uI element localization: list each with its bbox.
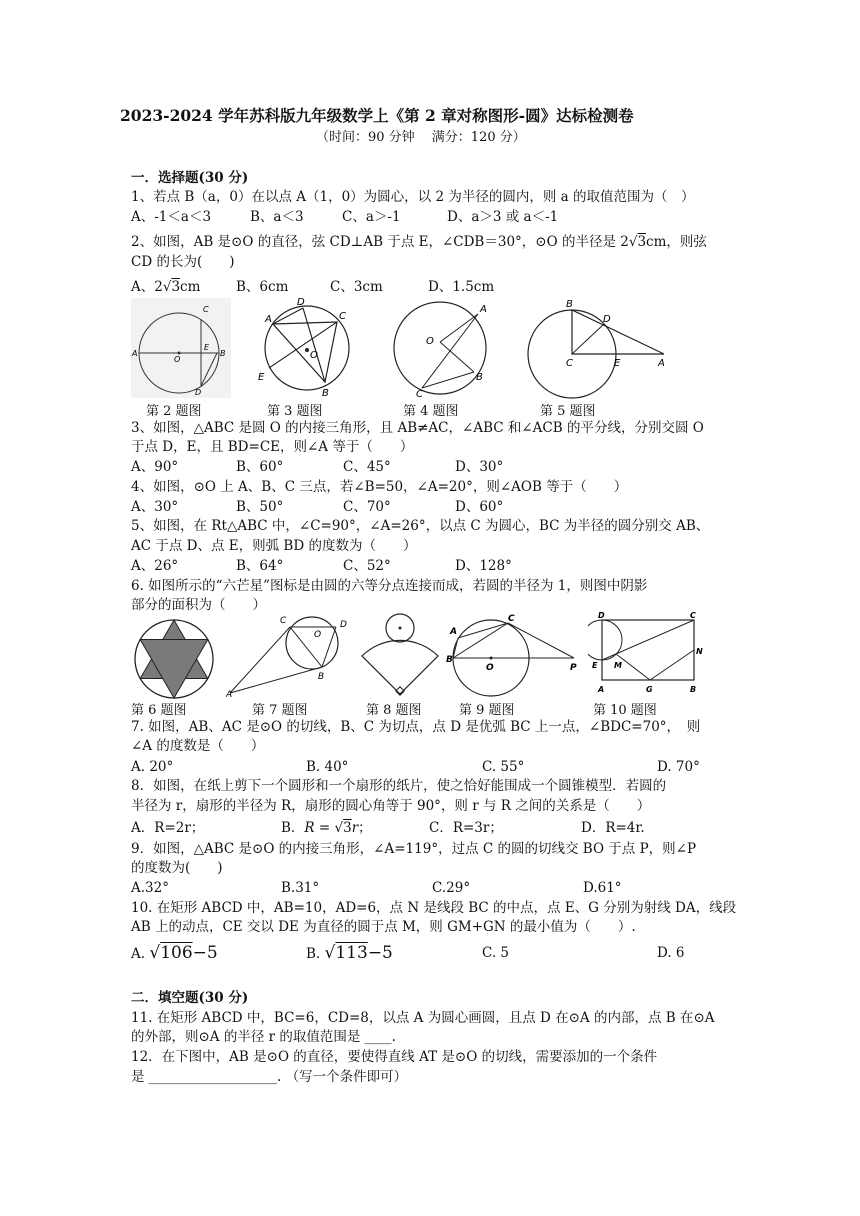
svg-text:E: E (614, 358, 621, 369)
svg-text:B: B (318, 672, 325, 682)
svg-text:D: D (603, 314, 611, 325)
q4-option-b: B、50° (236, 499, 284, 515)
q2-radicand: 3 (637, 234, 647, 250)
q10-optA-label: A. (131, 946, 146, 962)
q1-option-d: D、a＞3 或 a＜-1 (447, 209, 559, 225)
q9-option-a: A.32° (131, 880, 169, 896)
q2-option-b: B、6cm (236, 279, 289, 295)
q8-option-b (281, 820, 372, 836)
q2-option-a (131, 279, 200, 295)
q9-option-d: D.61° (583, 880, 622, 896)
q11-text: 11. 在矩形 ABCD 中，BC=6，CD=8，以点 A 为圆心画圆，且点 D 在⊙A 的内部，点 B 在⊙A (131, 1010, 715, 1026)
svg-text:B: B (220, 349, 226, 358)
q1-option-a: A、-1＜a＜3 (131, 209, 212, 225)
q7-text: 7. 如图，AB、AC 是⊙O 的切线，B、C 为切点，点 D 是优弧 BC 上一点，∠BDC=70°， 则 (131, 719, 701, 735)
q1-option-c: C、a＞-1 (342, 209, 401, 225)
q5-text-line2: AC 于点 D、点 E，则弧 BD 的度数为（ ） (131, 538, 417, 554)
q7-option-d: D. 70° (657, 759, 700, 775)
q8-option-d: D．R=4r. (581, 820, 645, 836)
svg-text:A: A (265, 314, 272, 325)
svg-text:E: E (204, 343, 210, 352)
svg-text:P: P (570, 663, 577, 673)
q4-option-c: C、70° (343, 499, 391, 515)
q10-optB-radicand: 113 (335, 943, 368, 963)
q1-text: 1、若点 B（a，0）在以点 A（1，0）为圆心，以 2 为半径的圆内，则 a 的取值范围为（ ） (131, 189, 695, 205)
svg-text:B: B (322, 388, 329, 399)
section1-heading: 一．选择题(30 分) (131, 170, 249, 186)
q9-option-c: C.29° (432, 880, 471, 896)
caption-fig2: 第 2 题图 (146, 404, 202, 419)
svg-text:O: O (314, 630, 322, 640)
q2-text-part2: cm，则弦 (646, 234, 707, 250)
page-title: 2023-2024 学年苏科版九年级数学上《第 2 章对称图形-圆》达标检测卷 (120, 106, 634, 125)
q9-text-line2: 的度数为( ) (131, 860, 223, 876)
svg-text:D: D (297, 297, 305, 308)
svg-text:C: C (690, 612, 696, 620)
sqrt-symbol: √ (334, 820, 344, 836)
q8-optB-math-post: r (351, 820, 359, 836)
svg-text:M: M (614, 661, 622, 670)
q10-text: 10. 在矩形 ABCD 中，AB=10，AD=6，点 N 是线段 BC 的中点，点 E、G 分别为射线 DA，线段 (131, 900, 737, 916)
q2-option-d: D、1.5cm (428, 279, 495, 295)
caption-fig5: 第 5 题图 (540, 404, 596, 419)
q4-option-d: D、60° (455, 499, 504, 515)
q8-option-c: C．R=3r； (429, 820, 503, 836)
svg-text:B: B (566, 299, 573, 310)
q8-optB-math-pre: R = (304, 820, 335, 836)
q3-option-c: C、45° (343, 459, 391, 475)
figure-q10 (588, 612, 708, 698)
svg-text:E: E (258, 372, 265, 383)
svg-text:N: N (696, 647, 703, 656)
figure-q3 (255, 296, 355, 400)
svg-text:B: B (446, 655, 453, 665)
q2-optA-pre: A、2 (131, 279, 163, 295)
sqrt-symbol: √ (628, 234, 638, 250)
caption-fig7: 第 7 题图 (252, 703, 308, 718)
q9-option-b: B.31° (281, 880, 320, 896)
caption-fig6: 第 6 题图 (131, 703, 187, 718)
svg-text:D: D (195, 388, 202, 397)
q4-text: 4、如图，⊙O 上 A、B、C 三点，若∠B=50，∠A=20°，则∠AOB 等于（ ） (131, 479, 628, 495)
q5-option-a: A、26° (131, 558, 179, 574)
q2-text-part1: 2、如图，AB 是⊙O 的直径，弦 CD⊥AB 于点 E，∠CDB＝30°，⊙O 的半径是 2 (131, 234, 629, 250)
q5-option-b: B、64° (236, 558, 284, 574)
q8-text-line2: 半径为 r，扇形的半径为 R，扇形的圆心角等于 90°，则 r 与 R 之间的关系是（ ） (131, 798, 651, 814)
svg-text:A: A (598, 685, 605, 694)
q8-optB-radicand: 3 (343, 820, 352, 836)
q5-option-c: C、52° (343, 558, 391, 574)
q10-option-d: D. 6 (657, 945, 685, 961)
svg-text:A: A (658, 358, 665, 369)
q3-option-a: A、90° (131, 459, 179, 475)
q10-text-line2: AB 上的动点，CE 交以 DE 为直径的圆于点 M，则 GM+GN 的最小值为（ ）. (131, 919, 636, 935)
q2-option-c: C、3cm (330, 279, 383, 295)
q8-optB-post: ； (358, 820, 372, 836)
svg-text:C: C (339, 311, 346, 322)
svg-text:D: D (598, 612, 605, 620)
q4-option-a: A、30° (131, 499, 179, 515)
q3-option-b: B、60° (236, 459, 284, 475)
q10-option-a (131, 945, 218, 962)
svg-text:A: A (450, 627, 457, 637)
q7-text-line2: ∠A 的度数是（ ） (131, 738, 265, 754)
figure-q8 (356, 612, 444, 698)
svg-text:C: C (508, 614, 515, 624)
sqrt-symbol: √ (162, 279, 172, 295)
q2-text (131, 234, 707, 250)
svg-text:O: O (486, 663, 494, 673)
q9-text: 9．如图，△ABC 是⊙O 的内接三角形，∠A=119°，过点 C 的圆的切线交 BO 于点 P，则∠P (131, 841, 697, 857)
svg-text:E: E (592, 661, 598, 670)
caption-fig10: 第 10 题图 (593, 703, 657, 718)
exam-subtitle: （时间：90 分钟 满分：120 分） (316, 130, 526, 145)
figure-q7 (226, 613, 354, 699)
q10-optB-label: B. (306, 946, 321, 962)
svg-text:A: A (132, 349, 138, 358)
q6-text-line2: 部分的面积为（ ） (131, 597, 266, 613)
q10-option-b (306, 945, 393, 962)
figure-q5 (526, 296, 676, 400)
q8-option-a: A．R=2r； (131, 820, 205, 836)
q3-text-line2: 于点 D，E，且 BD=CE，则∠A 等于（ ） (131, 439, 414, 455)
q5-option-d: D、128° (455, 558, 512, 574)
q2-text-line2: CD 的长为( ) (131, 254, 235, 270)
svg-text:G: G (646, 685, 653, 694)
svg-text:B: B (476, 372, 483, 383)
svg-text:C: C (566, 358, 573, 369)
q3-option-d: D、30° (455, 459, 504, 475)
svg-text:C: C (280, 616, 287, 626)
svg-text:O: O (426, 336, 434, 347)
q7-option-b: B. 40° (306, 759, 349, 775)
section2-heading: 二．填空题(30 分) (131, 990, 249, 1006)
q10-optB-post: −5 (367, 943, 393, 963)
q10-option-c: C. 5 (482, 945, 510, 961)
figure-q4 (388, 296, 492, 400)
q8-text: 8．如图，在纸上剪下一个圆形和一个扇形的纸片，使之恰好能围成一个圆锥模型．若圆的 (131, 778, 667, 794)
svg-text:O: O (310, 350, 318, 361)
sqrt-symbol: √ (149, 943, 161, 963)
caption-fig9: 第 9 题图 (459, 703, 515, 718)
q12-text-line2: 是 ___________________. （写一个条件即可） (131, 1069, 408, 1085)
caption-fig3: 第 3 题图 (267, 404, 323, 419)
q6-text: 6. 如图所示的“六芒星”图标是由圆的六等分点连接而成，若圆的半径为 1，则图中阴影 (131, 578, 648, 594)
q2-optA-post: cm (180, 279, 201, 295)
q3-text: 3、如图，△ABC 是圆 O 的内接三角形，且 AB≠AC，∠ABC 和∠ACB 的平分线，分别交圆 O (131, 420, 704, 436)
q10-optA-radicand: 106 (160, 943, 193, 963)
svg-text:A: A (226, 690, 233, 699)
q12-text: 12．在下图中，AB 是⊙O 的直径，要使得直线 AT 是⊙O 的切线，需要添加的一个条件 (131, 1049, 658, 1065)
q11-text-line2: 的外部，则⊙A 的半径 r 的取值范围是 ____. (131, 1029, 396, 1045)
figure-q2 (131, 298, 231, 398)
figure-q9 (446, 612, 582, 698)
q10-optA-post: −5 (192, 943, 218, 963)
svg-text:C: C (416, 389, 423, 400)
figure-q6-star (131, 617, 217, 701)
q7-option-c: C. 55° (482, 759, 525, 775)
caption-fig4: 第 4 题图 (403, 404, 459, 419)
q7-option-a: A. 20° (131, 759, 174, 775)
q1-option-b: B、a＜3 (250, 209, 304, 225)
svg-text:C: C (203, 305, 209, 314)
q2-optA-radicand: 3 (171, 279, 181, 295)
q5-text: 5、如图，在 Rt△ABC 中，∠C=90°，∠A=26°，以点 C 为圆心，BC 为半径的圆分别交 AB、 (131, 518, 710, 534)
svg-text:B: B (690, 685, 697, 694)
sqrt-symbol: √ (324, 943, 336, 963)
q8-optB-label: B． (281, 820, 305, 836)
svg-text:A: A (480, 304, 487, 315)
svg-text:O: O (174, 355, 181, 364)
caption-fig8: 第 8 题图 (366, 703, 422, 718)
svg-text:D: D (340, 620, 347, 630)
